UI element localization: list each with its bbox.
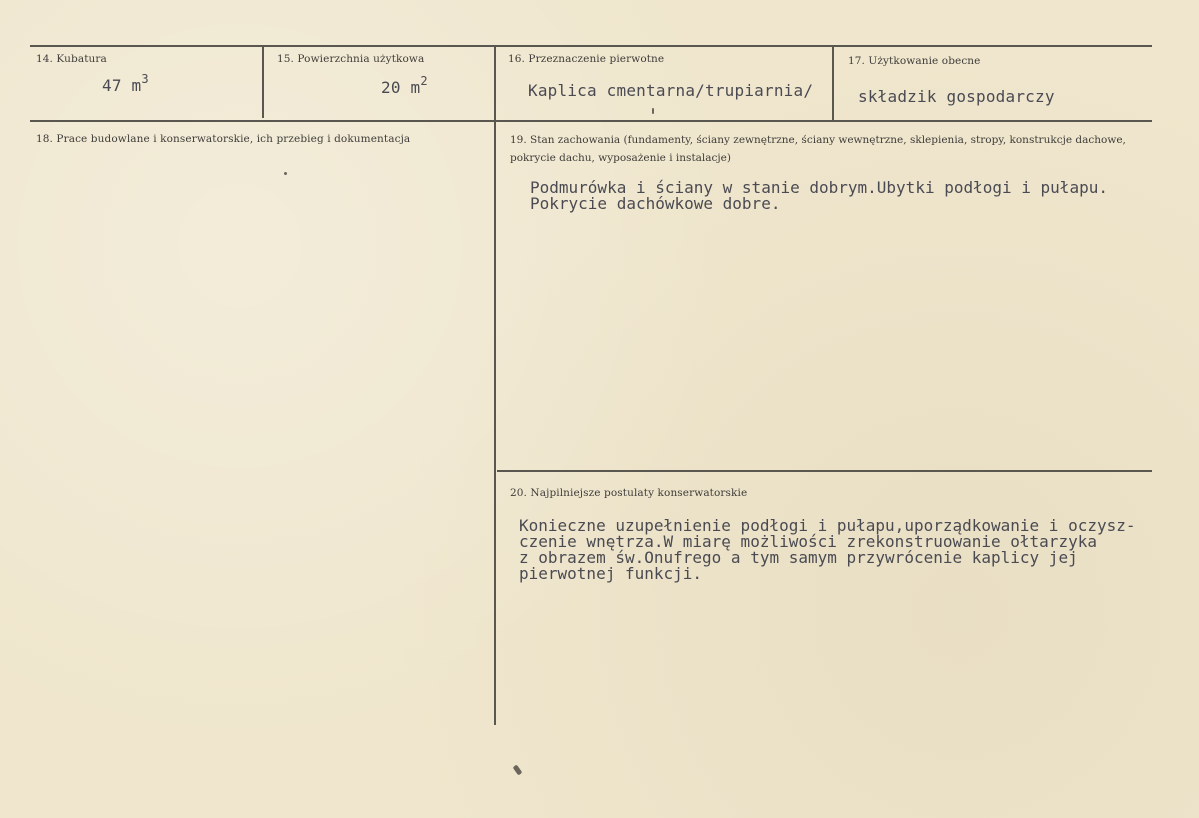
- powierzchnia-number: 20 m: [381, 78, 421, 97]
- prace-budowlane-label: 18. Prace budowlane i konserwatorskie, ich przebieg i dokumentacja: [36, 133, 411, 145]
- paper-speck: [284, 172, 287, 175]
- paper-speck: [513, 764, 523, 775]
- powierzchnia-exponent: 2: [420, 74, 428, 88]
- postulaty-line: Konieczne uzupełnienie podłogi i pułapu,uporządkowanie i oczysz-: [519, 516, 1136, 535]
- powierzchnia-label: 15. Powierzchnia użytkowa: [277, 53, 425, 65]
- row-divider-rule: [30, 120, 1152, 122]
- col-divider-14-15: [262, 45, 264, 118]
- top-rule: [30, 45, 1152, 47]
- stan-zachowania-line: Pokrycie dachówkowe dobre.: [530, 194, 781, 213]
- kubatura-value: [102, 72, 149, 95]
- section-20-rule: [497, 470, 1152, 472]
- przeznaczenie-label: 16. Przeznaczenie pierwotne: [508, 53, 665, 65]
- paper-speck: [652, 108, 654, 114]
- postulaty-line: z obrazem św.Onufrego a tym samym przywrócenie kaplicy jej: [519, 548, 1078, 567]
- stan-zachowania-line: Podmurówka i ściany w stanie dobrym.Ubytki podłogi i pułapu.: [530, 178, 1108, 197]
- kubatura-label: 14. Kubatura: [36, 53, 107, 65]
- postulaty-text: [519, 518, 1136, 582]
- przeznaczenie-value: Kaplica cmentarna/trupiarnia/: [528, 81, 814, 100]
- kubatura-number: 47 m: [102, 76, 142, 95]
- powierzchnia-value: [381, 74, 428, 97]
- kubatura-exponent: 3: [141, 72, 149, 86]
- uzytkowanie-value: składzik gospodarczy: [858, 87, 1055, 106]
- uzytkowanie-label: 17. Użytkowanie obecne: [848, 55, 981, 67]
- postulaty-line: pierwotnej funkcji.: [519, 564, 703, 583]
- stan-zachowania-text: [530, 180, 1108, 212]
- postulaty-label: 20. Najpilniejsze postulaty konserwatorskie: [510, 487, 748, 499]
- postulaty-line: czenie wnętrza.W miarę możliwości zrekonstruowanie ołtarzyka: [519, 532, 1097, 551]
- col-divider-15-16: [494, 45, 496, 725]
- stan-zachowania-label: 19. Stan zachowania (fundamenty, ściany zewnętrzne, ściany wewnętrzne, sklepienia, stropy, konstrukcje dachowe, pokrycie dachu, wyposażenie i instalacje): [510, 134, 1126, 164]
- col-divider-16-17: [832, 45, 834, 121]
